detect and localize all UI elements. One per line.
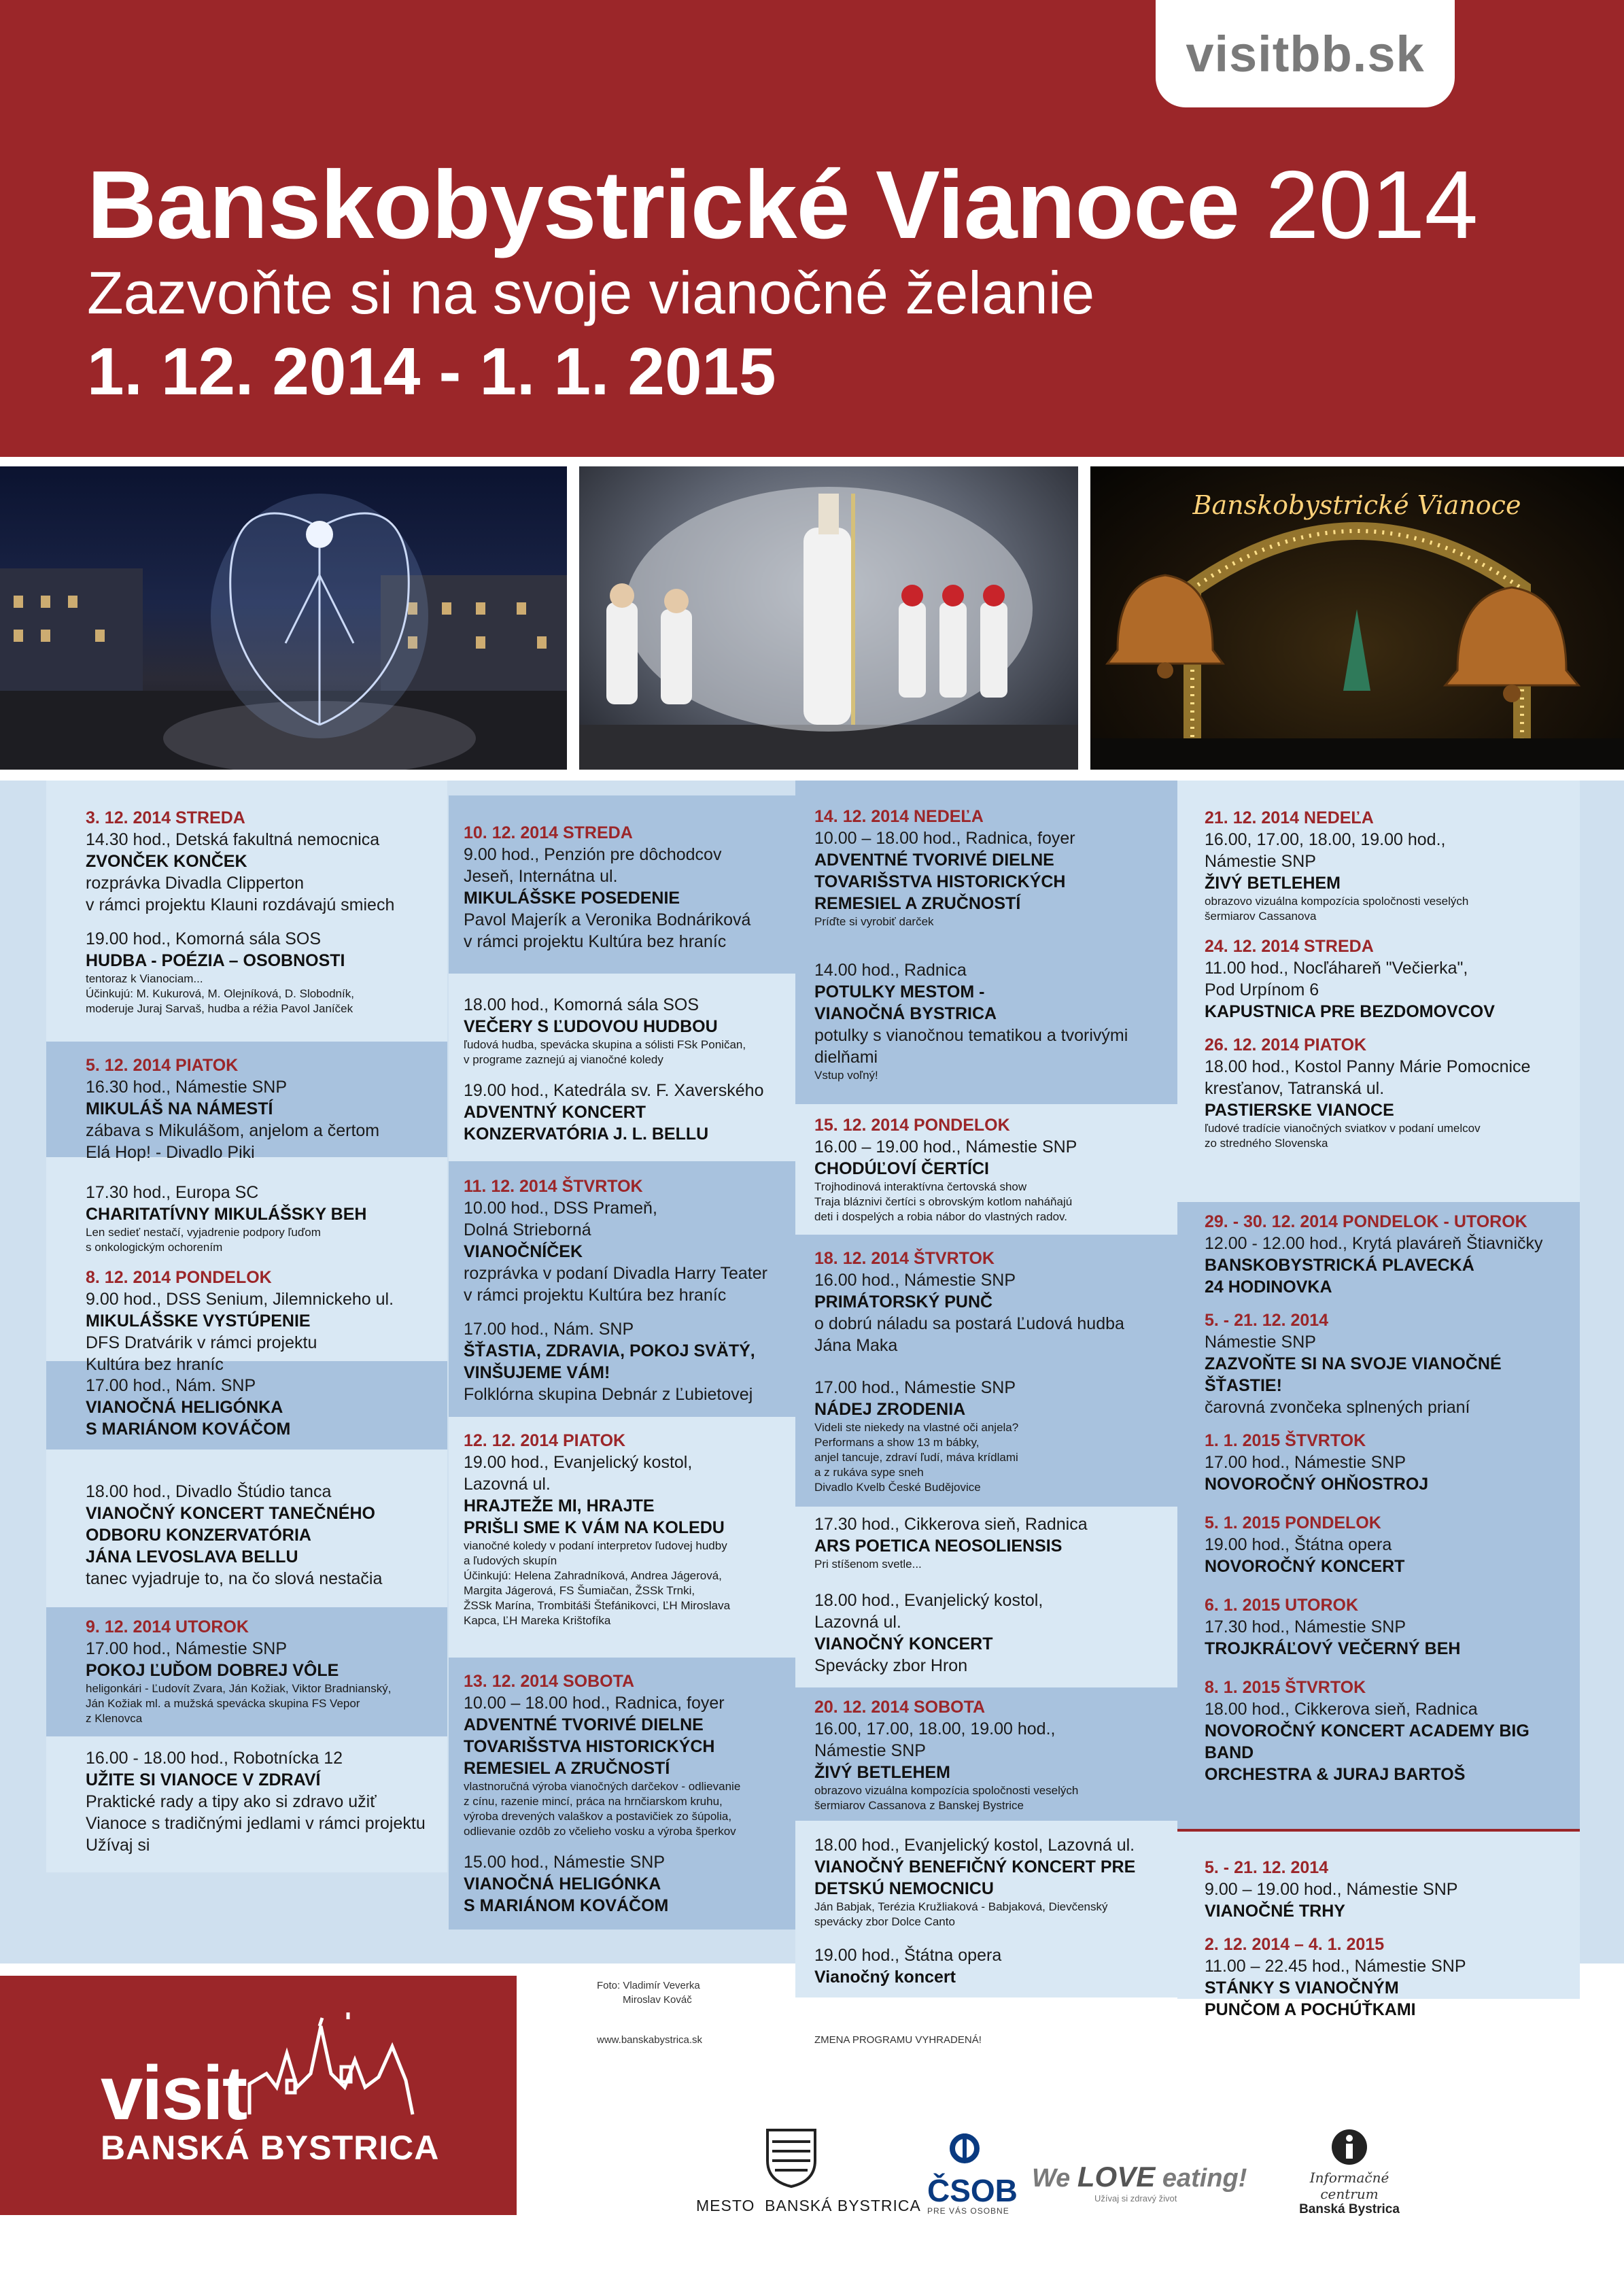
event-time-place: 17.00 hod., Námestie SNP: [814, 1378, 1016, 1397]
event-desc: v rámci projektu Kultúra bez hraníc: [464, 932, 727, 951]
event-time-place: 10.00 – 18.00 hod., Radnica, foyer: [814, 829, 1075, 848]
event-date: 11. 12. 2014 ŠTVRTOK: [464, 1177, 643, 1196]
event-date: 8. 1. 2015 ŠTVRTOK: [1205, 1678, 1366, 1697]
event-title: PASTIERSKE VIANOCE: [1205, 1101, 1394, 1120]
city-skyline-icon: [246, 2012, 416, 2121]
event-desc: v rámci projektu Kultúra bez hraníc: [464, 1286, 727, 1305]
event-title: KONZERVATÓRIA J. L. BELLU: [464, 1125, 709, 1144]
event-block: [449, 1161, 795, 1417]
event-title: ADVENTNÉ TVORIVÉ DIELNE: [814, 851, 1054, 870]
event-title: REMESIEL A ZRUČNOSTÍ: [814, 894, 1021, 913]
event-title: POKOJ ĽUĎOM DOBREJ VÔLE: [86, 1661, 339, 1680]
event-desc: rozprávka Divadla Clipperton: [86, 874, 304, 893]
event-block: [795, 1687, 1177, 1821]
page-subtitle: Zazvoňte si na svoje vianočné želanie: [87, 259, 1095, 326]
program-column-4: [1177, 781, 1580, 2019]
event-block: [46, 1361, 447, 1450]
bank-tagline: PRE VÁS OSOBNE: [927, 2206, 1009, 2216]
event-time-place: 14.30 hod., Detská fakultná nemocnica: [86, 830, 380, 849]
event-desc: Užívaj si: [86, 1836, 150, 1855]
logo-visit-text: visit: [101, 2051, 247, 2136]
event-date: 21. 12. 2014 NEDEĽA: [1205, 808, 1374, 827]
event-note: šermiarov Cassanova: [1205, 910, 1317, 923]
event-title: ORCHESTRA & JURAJ BARTOŠ: [1205, 1765, 1466, 1784]
event-desc: v rámci projektu Klauni rozdávajú smiech: [86, 895, 395, 914]
bank-logo-icon: [927, 2133, 1002, 2172]
event-note: heligonkári - Ľudovít Zvara, Ján Kožiak, Viktor Bradnianský,: [86, 1682, 392, 1695]
event-note: ľudové tradície vianočných sviatkov v podaní umelcov: [1205, 1122, 1481, 1135]
event-date: 20. 12. 2014 SOBOTA: [814, 1698, 986, 1717]
event-desc: Praktické rady a tipy ako si zdravo užiť: [86, 1792, 377, 1811]
program-column-2: [449, 781, 795, 1930]
event-block: [795, 781, 1177, 1104]
event-block: [46, 1450, 447, 1607]
event-note: Videli ste niekedy na vlastné oči anjela?: [814, 1421, 1019, 1434]
event-note: Len sedieť nestačí, vyjadrenie podpory ľuďom: [86, 1226, 321, 1239]
event-desc: DFS Dratvárik v rámci projektu: [86, 1333, 317, 1352]
event-desc: tanec vyjadruje to, na čo slová nestačia: [86, 1569, 383, 1588]
event-title: Vianočný koncert: [814, 1968, 956, 1987]
event-time-place: 16.30 hod., Námestie SNP: [86, 1078, 287, 1097]
event-note: tentoraz k Vianociam...: [86, 972, 203, 985]
event-block: [1177, 1202, 1580, 1829]
event-title: HRAJTEŽE MI, HRAJTE: [464, 1496, 655, 1515]
program-column-3: [795, 781, 1177, 1997]
event-note: a ľudových skupín: [464, 1554, 557, 1567]
event-note: Príďte si vyrobiť darček: [814, 915, 934, 928]
event-date: 3. 12. 2014 STREDA: [86, 808, 245, 827]
event-note: Kapca, ĽH Mareka Krištofíka: [464, 1614, 611, 1627]
event-note: v programe zaznejú aj vianočné koledy: [464, 1053, 663, 1066]
event-title: ŠŤASTIE!: [1205, 1376, 1282, 1395]
event-title: DETSKÚ NEMOCNICU: [814, 1879, 994, 1898]
event-title: ZAZVOŇTE SI NA SVOJE VIANOČNÉ: [1205, 1354, 1502, 1373]
event-note: Účinkujú: M. Kukurová, M. Olejníková, D. Slobodník,: [86, 987, 354, 1000]
event-date: 12. 12. 2014 PIATOK: [464, 1431, 626, 1450]
event-block: [449, 1417, 795, 1658]
event-title: NOVOROČNÝ KONCERT: [1205, 1557, 1405, 1576]
event-note: anjel tancuje, zdraví ľudí, máva krídlami: [814, 1451, 1018, 1464]
food-logo-part: LOVE: [1077, 2161, 1156, 2193]
event-time-place: 17.00 hod., Nám. SNP: [464, 1320, 634, 1339]
event-title: PUNČOM A POCHÚŤKAMI: [1205, 2000, 1416, 2019]
event-date: 14. 12. 2014 NEDEĽA: [814, 807, 984, 826]
event-time-place: Lazovná ul.: [814, 1613, 901, 1632]
event-title: VINŠUJEME VÁM!: [464, 1363, 610, 1382]
event-block: [1177, 781, 1580, 1202]
event-title: MIKULÁŠSKE POSEDENIE: [464, 889, 680, 908]
event-title: NÁDEJ ZRODENIA: [814, 1400, 966, 1419]
city-coat-of-arms-icon: [764, 2127, 818, 2188]
event-time-place: Jeseň, Internátna ul.: [464, 867, 618, 886]
event-title: VIANOČNÝ KONCERT TANEČNÉHO: [86, 1504, 375, 1523]
event-block: [46, 1607, 447, 1736]
event-date: 9. 12. 2014 UTOROK: [86, 1617, 249, 1636]
event-date: 8. 12. 2014 PONDELOK: [86, 1268, 272, 1287]
event-title: NOVOROČNÝ KONCERT ACADEMY BIG BAND: [1205, 1721, 1530, 1762]
event-title: UŽITE SI VIANOCE V ZDRAVÍ: [86, 1770, 321, 1789]
event-time-place: Námestie SNP: [1205, 1333, 1316, 1352]
event-time-place: 18.00 hod., Komorná sála SOS: [464, 995, 699, 1014]
sponsor-city-label: MESTO: [696, 2197, 755, 2214]
event-title: VIANOČNÁ BYSTRICA: [814, 1004, 997, 1023]
event-block: [46, 781, 447, 1042]
event-note: ŽSSk Marína, Trombitáši Štefánikovci, ĽH Miroslava: [464, 1599, 731, 1612]
info-center-label: Informačné centrum: [1309, 2169, 1389, 2202]
event-time-place: 16.00 – 19.00 hod., Námestie SNP: [814, 1137, 1077, 1156]
event-block: [449, 974, 795, 1161]
site-url-tab[interactable]: visitbb.sk: [1156, 0, 1455, 107]
logo-city-text: BANSKÁ BYSTRICA: [101, 2129, 440, 2167]
event-title: ODBORU KONZERVATÓRIA: [86, 1526, 311, 1545]
event-time-place: 11.00 hod., Nocľáhareň "Večierka",: [1205, 959, 1468, 978]
event-title: HUDBA - POÉZIA – OSOBNOSTI: [86, 951, 345, 970]
event-time-place: 9.00 – 19.00 hod., Námestie SNP: [1205, 1880, 1458, 1899]
event-title: VEČERY S ĽUDOVOU HUDBOU: [464, 1017, 718, 1036]
event-time-place: 11.00 – 22.45 hod., Námestie SNP: [1205, 1957, 1466, 1976]
event-note: Ján Babjak, Terézia Kružliaková - Babjaková, Dievčenský: [814, 1900, 1108, 1913]
event-time-place: 19.00 hod., Komorná sála SOS: [86, 929, 322, 948]
event-title: ADVENTNÉ TVORIVÉ DIELNE: [464, 1715, 704, 1734]
photo-christmas-bells-arch: [1090, 466, 1624, 770]
event-desc: o dobrú náladu sa postará Ľudová hudba: [814, 1314, 1124, 1333]
event-time-place: 17.00 hod., Námestie SNP: [86, 1639, 287, 1658]
event-date: 5. 1. 2015 PONDELOK: [1205, 1513, 1381, 1532]
event-block: [449, 795, 795, 974]
event-title: POTULKY MESTOM -: [814, 982, 985, 1001]
event-title: PRIŠLI SME K VÁM NA KOLEDU: [464, 1518, 725, 1537]
event-desc: Vianoce s tradičnými jedlami v rámci projektu: [86, 1814, 426, 1833]
event-title: CHARITATÍVNY MIKULÁŠSKY BEH: [86, 1205, 367, 1224]
event-time-place: 18.00 hod., Divadlo Štúdio tanca: [86, 1482, 332, 1501]
event-desc: rozprávka v podaní Divadla Harry Teater: [464, 1264, 767, 1283]
event-time-place: 9.00 hod., DSS Senium, Jilemnickeho ul.: [86, 1290, 394, 1309]
event-title: PRIMÁTORSKÝ PUNČ: [814, 1292, 993, 1311]
event-note: moderuje Juraj Sarvaš, hudba a réžia Pavol Janíček: [86, 1002, 353, 1015]
event-time-place: 16.00 hod., Námestie SNP: [814, 1271, 1016, 1290]
event-note: zo stredného Slovenska: [1205, 1137, 1328, 1150]
title-year: 2014: [1265, 151, 1478, 259]
event-title: CHODÚĽOVÍ ČERTÍCI: [814, 1159, 989, 1178]
event-desc: Elá Hop! - Divadlo Piki: [86, 1143, 255, 1162]
event-note: vianočné koledy v podaní interpretov ľudovej hudby: [464, 1539, 727, 1552]
event-title: ADVENTNÝ KONCERT: [464, 1103, 646, 1122]
event-desc: dielňami: [814, 1048, 878, 1067]
event-title: S MARIÁNOM KOVÁČOM: [464, 1896, 669, 1915]
event-time-place: 17.30 hod., Europa SC: [86, 1183, 259, 1202]
event-title: ZVONČEK KONČEK: [86, 852, 247, 871]
event-title: VIANOČNÍČEK: [464, 1242, 583, 1261]
event-time-place: 19.00 hod., Štátna opera: [814, 1946, 1002, 1965]
event-time-place: 12.00 - 12.00 hod., Krytá plaváreň Štiavničky: [1205, 1234, 1543, 1253]
event-title: BANSKOBYSTRICKÁ PLAVECKÁ: [1205, 1256, 1474, 1275]
event-note: Vstup voľný!: [814, 1069, 878, 1082]
event-block: [1177, 1829, 1580, 2019]
event-time-place: 17.00 hod., Nám. SNP: [86, 1376, 256, 1395]
event-note: a z rukáva sype sneh: [814, 1466, 924, 1479]
event-time-place: 10.00 hod., DSS Prameň,: [464, 1199, 657, 1218]
event-title: REMESIEL A ZRUČNOSTÍ: [464, 1759, 670, 1778]
event-note: Trojhodinová interaktívna čertovská show: [814, 1180, 1027, 1193]
photo-credit: [597, 1978, 700, 2007]
sponsor-we-love-eating[interactable]: [1032, 2161, 1247, 2203]
event-note: Divadlo Kvelb České Budějovice: [814, 1481, 981, 1494]
event-desc: potulky s vianočnou tematikou a tvorivými: [814, 1026, 1128, 1045]
event-title: MIKULÁŠ NA NÁMESTÍ: [86, 1099, 273, 1118]
event-date: 1. 1. 2015 ŠTVRTOK: [1205, 1431, 1366, 1450]
event-date: 29. - 30. 12. 2014 PONDELOK - UTOROK: [1205, 1212, 1527, 1231]
website-link[interactable]: www.banskabystrica.sk: [597, 2034, 703, 2046]
event-title: ŽIVÝ BETLEHEM: [814, 1763, 951, 1782]
event-time-place: 14.00 hod., Radnica: [814, 961, 967, 980]
event-date: 5. 12. 2014 PIATOK: [86, 1056, 239, 1075]
bank-name: ČSOB: [927, 2173, 1018, 2208]
event-block: [795, 1507, 1177, 1687]
event-time-place: Lazovná ul.: [464, 1475, 551, 1494]
header-banner: [0, 0, 1624, 457]
food-logo-part: eating!: [1162, 2164, 1247, 2193]
event-date: 10. 12. 2014 STREDA: [464, 823, 633, 842]
event-note: Margita Jágerová, FS Šumiačan, ŽSSk Trnki,: [464, 1584, 695, 1597]
food-logo-part: We: [1032, 2164, 1071, 2193]
event-note: obrazovo vizuálna kompozícia spoločnosti veselých: [814, 1784, 1079, 1797]
event-title: TOVARIŠSTVA HISTORICKÝCH: [814, 872, 1066, 891]
event-title: KAPUSTNICA PRE BEZDOMOVCOV: [1205, 1002, 1495, 1021]
event-title: VIANOČNÁ HELIGÓNKA: [464, 1874, 661, 1893]
bells-arch-sign: Banskobystrické Vianoce: [1192, 490, 1521, 520]
photo-credit-line: Foto: Vladimír Veverka: [597, 1980, 700, 1991]
event-time-place: Dolná Strieborná: [464, 1220, 591, 1239]
event-time-place: 18.00 hod., Cikkerova sieň, Radnica: [1205, 1700, 1478, 1719]
photo-light-angel: [0, 466, 567, 770]
event-note: spevácky zbor Dolce Canto: [814, 1915, 955, 1928]
event-time-place: 17.00 hod., Námestie SNP: [1205, 1453, 1406, 1472]
event-title: TOVARIŠSTVA HISTORICKÝCH: [464, 1737, 715, 1756]
info-icon: [1330, 2128, 1368, 2166]
event-time-place: 19.00 hod., Katedrála sv. F. Xaverského: [464, 1081, 764, 1100]
event-title: MIKULÁŠSKE VYSTÚPENIE: [86, 1311, 311, 1331]
event-title: ŠŤASTIA, ZDRAVIA, POKOJ SVÄTÝ,: [464, 1341, 755, 1360]
event-desc: Jána Maka: [814, 1336, 898, 1355]
event-note: Pri stíšenom svetle...: [814, 1558, 922, 1571]
event-note: deti i dospelých a robia nábor do vlastných radov.: [814, 1210, 1068, 1223]
event-title: TROJKRÁĽOVÝ VEČERNÝ BEH: [1205, 1639, 1461, 1658]
event-desc: čarovná zvončeka splnených prianí: [1205, 1398, 1470, 1417]
event-note: z Klenovca: [86, 1712, 143, 1725]
event-title: 24 HODINOVKA: [1205, 1277, 1332, 1297]
event-date: 6. 1. 2015 UTOROK: [1205, 1596, 1359, 1615]
event-date: 5. - 21. 12. 2014: [1205, 1311, 1329, 1330]
event-desc: Spevácky zbor Hron: [814, 1656, 968, 1675]
event-note: Traja bláznivi čertíci s obrovským kotlom naháňajú: [814, 1195, 1073, 1208]
event-block: [795, 1104, 1177, 1235]
event-note: obrazovo vizuálna kompozícia spoločnosti veselých: [1205, 895, 1469, 908]
event-time-place: 16.00 - 18.00 hod., Robotnícka 12: [86, 1749, 343, 1768]
page-title: [87, 150, 1477, 261]
event-time-place: 17.30 hod., Námestie SNP: [1205, 1617, 1406, 1636]
event-time-place: 10.00 – 18.00 hod., Radnica, foyer: [464, 1694, 725, 1713]
event-title: STÁNKY S VIANOČNÝM: [1205, 1978, 1399, 1997]
event-title: ARS POETICA NEOSOLIENSIS: [814, 1537, 1062, 1556]
event-time-place: 16.00, 17.00, 18.00, 19.00 hod.,: [1205, 830, 1446, 849]
event-time-place: 15.00 hod., Námestie SNP: [464, 1853, 665, 1872]
sponsor-info-center[interactable]: [1285, 2128, 1414, 2217]
event-block: [795, 1235, 1177, 1507]
info-center-city: Banská Bystrica: [1299, 2202, 1400, 2216]
program-column-1: [46, 781, 447, 1872]
title-main: Banskobystrické Vianoce: [87, 151, 1240, 259]
sponsor-city[interactable]: [696, 2127, 921, 2215]
event-time-place: Námestie SNP: [814, 1741, 926, 1760]
event-title: VIANOČNÝ KONCERT: [814, 1634, 993, 1653]
event-date: 18. 12. 2014 ŠTVRTOK: [814, 1249, 995, 1268]
photo-credit-line: Miroslav Kováč: [623, 1994, 692, 2006]
event-title: VIANOČNÝ BENEFIČNÝ KONCERT PRE: [814, 1857, 1136, 1876]
event-date-range: 1. 12. 2014 - 1. 1. 2015: [87, 334, 776, 409]
event-time-place: Pod Urpínom 6: [1205, 980, 1319, 999]
event-note: šermiarov Cassanova z Banskej Bystrice: [814, 1799, 1024, 1812]
event-date: 15. 12. 2014 PONDELOK: [814, 1116, 1010, 1135]
event-time-place: 19.00 hod., Evanjelický kostol,: [464, 1453, 693, 1472]
event-note: s onkologickým ochorením: [86, 1241, 223, 1254]
event-note: Účinkujú: Helena Zahradníková, Andrea Jágerová,: [464, 1569, 722, 1582]
event-date: 24. 12. 2014 STREDA: [1205, 937, 1374, 956]
event-title: JÁNA LEVOSLAVA BELLU: [86, 1547, 298, 1566]
event-time-place: 18.00 hod., Evanjelický kostol,: [814, 1591, 1043, 1610]
photo-saint-nicholas-stage: [579, 466, 1078, 770]
sponsor-city-label: BANSKÁ BYSTRICA: [765, 2197, 921, 2214]
event-desc: Pavol Majerík a Veronika Bodnáriková: [464, 910, 751, 929]
event-block: [46, 1042, 447, 1162]
event-block: [795, 1821, 1177, 1997]
food-tagline: Užívaj si zdravý život: [1094, 2193, 1177, 2203]
event-time-place: 9.00 hod., Penzión pre dôchodcov: [464, 845, 722, 864]
event-note: Performans a show 13 m bábky,: [814, 1436, 980, 1449]
event-note: výroba drevených valaškov a postavičiek zo šúpolia,: [464, 1810, 732, 1823]
event-note: odlievanie ozdôb zo včelieho vosku a výroba šperkov: [464, 1825, 736, 1838]
event-time-place: Námestie SNP: [1205, 852, 1316, 871]
event-date: 2. 12. 2014 – 4. 1. 2015: [1205, 1935, 1385, 1954]
event-note: Ján Kožiak ml. a mužská spevácka skupina FS Vepor: [86, 1697, 360, 1710]
event-date: 5. - 21. 12. 2014: [1205, 1858, 1329, 1877]
event-title: ŽIVÝ BETLEHEM: [1205, 874, 1341, 893]
event-block: [449, 1658, 795, 1930]
event-time-place: 16.00, 17.00, 18.00, 19.00 hod.,: [814, 1719, 1056, 1738]
event-time-place: 18.00 hod., Kostol Panny Márie Pomocnice: [1205, 1057, 1531, 1076]
event-block: [46, 1157, 447, 1374]
event-title: VIANOČNÉ TRHY: [1205, 1902, 1345, 1921]
event-time-place: 17.30 hod., Cikkerova sieň, Radnica: [814, 1515, 1088, 1534]
event-desc: Folklórna skupina Debnár z Ľubietovej: [464, 1385, 753, 1404]
event-date: 26. 12. 2014 PIATOK: [1205, 1035, 1367, 1054]
event-note: vlastnoručná výroba vianočných darčekov - odlievanie: [464, 1780, 741, 1793]
event-note: z cínu, razenie mincí, práca na hrnčiarskom kruhu,: [464, 1795, 723, 1808]
sponsor-bank[interactable]: [927, 2133, 1018, 2216]
event-desc: Kultúra bez hraníc: [86, 1355, 224, 1374]
event-title: S MARIÁNOM KOVÁČOM: [86, 1420, 291, 1439]
event-title: VIANOČNÁ HELIGÓNKA: [86, 1398, 283, 1417]
event-date: 13. 12. 2014 SOBOTA: [464, 1672, 635, 1691]
event-time-place: kresťanov, Tatranská ul.: [1205, 1079, 1385, 1098]
event-desc: zábava s Mikulášom, anjelom a čertom: [86, 1121, 380, 1140]
event-time-place: 18.00 hod., Evanjelický kostol, Lazovná ul.: [814, 1836, 1135, 1855]
program-change-notice: ZMENA PROGRAMU VYHRADENÁ!: [814, 2034, 982, 2046]
event-block: [46, 1736, 447, 1872]
event-title: NOVOROČNÝ OHŇOSTROJ: [1205, 1475, 1429, 1494]
event-time-place: 19.00 hod., Štátna opera: [1205, 1535, 1392, 1554]
event-note: ľudová hudba, spevácka skupina a sólisti FSk Poničan,: [464, 1038, 746, 1051]
